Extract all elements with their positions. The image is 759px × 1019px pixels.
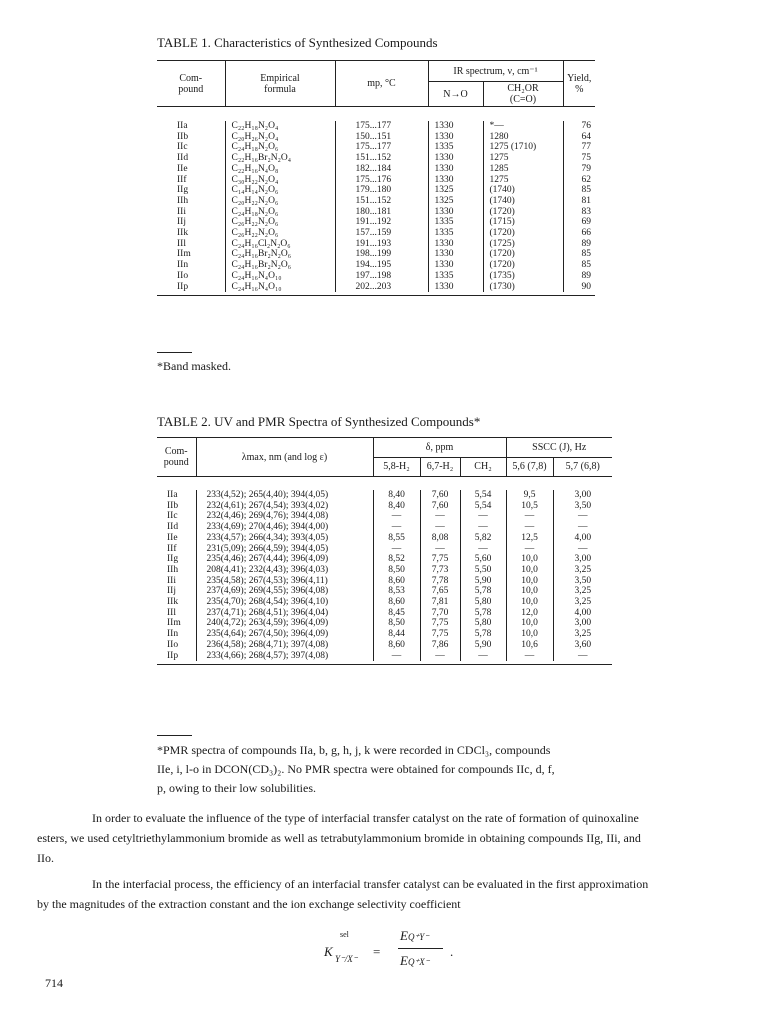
table-cell: IIi xyxy=(167,575,176,586)
table-cell: 179...180 xyxy=(335,185,428,196)
table-cell: 7,60 xyxy=(420,490,460,501)
table-cell: 151...152 xyxy=(335,196,428,207)
table-cell: — xyxy=(506,511,553,522)
table-row xyxy=(157,640,612,651)
table-cell: 8,60 xyxy=(373,597,420,608)
table-row xyxy=(157,217,595,228)
table1-footnote-rule xyxy=(157,352,192,353)
table-cell: 83 xyxy=(563,207,595,218)
table1-header-yield: Yield, % xyxy=(563,61,595,107)
table-cell: 5,78 xyxy=(460,608,506,619)
table-row xyxy=(157,121,595,132)
table-cell: C₂₆H₂₂N₂O₆ xyxy=(225,228,335,239)
table-cell: 76 xyxy=(563,121,595,132)
table-cell: 1330 xyxy=(428,175,483,186)
table-cell: (1720) xyxy=(483,260,563,271)
table-cell: 1330 xyxy=(428,207,483,218)
table2-header-compound: Com- pound xyxy=(163,446,189,468)
table-cell: IIm xyxy=(177,249,191,260)
table-cell: 8,53 xyxy=(373,586,420,597)
table1-caption: TABLE 1. Characteristics of Synthesized Compounds xyxy=(157,35,438,50)
table-cell: 4,00 xyxy=(553,608,612,619)
table-row xyxy=(157,196,595,207)
table-cell: 5,80 xyxy=(460,597,506,608)
table-cell: 10,0 xyxy=(506,618,553,629)
table-cell: 1330 xyxy=(428,239,483,250)
table-cell: C₂₄H₁₆Br₂N₂O₆ xyxy=(225,260,335,271)
table-cell: 5,80 xyxy=(460,618,506,629)
table-cell: 7,60 xyxy=(420,501,460,512)
table1-header-ir: IR spectrum, ν, cm⁻¹ xyxy=(428,61,563,82)
table-cell: IIg xyxy=(177,185,189,196)
body-text xyxy=(37,808,727,914)
table-row xyxy=(157,554,612,565)
equation-k: K xyxy=(324,944,333,959)
table-cell: (1730) xyxy=(483,282,563,293)
table1-header-compound: Com- pound xyxy=(178,72,204,95)
table-row xyxy=(157,175,595,186)
table-cell: 1330 xyxy=(428,249,483,260)
table-cell: IIb xyxy=(167,500,179,511)
table-cell: 151...152 xyxy=(335,153,428,164)
table2-footnote xyxy=(157,741,555,798)
table-cell: 233(4,52); 265(4,40); 394(4,05) xyxy=(196,490,373,501)
table-cell: 197...198 xyxy=(335,271,428,282)
table-cell: — xyxy=(460,651,506,662)
table-cell: 8,52 xyxy=(373,554,420,565)
table-cell: IIc xyxy=(167,511,178,522)
table-cell: 1325 xyxy=(428,196,483,207)
table-cell: — xyxy=(506,651,553,662)
table-cell: 9,5 xyxy=(506,490,553,501)
paragraph-line: In the interfacial process, the efficiency of an interfacial transfer catalyst can be evaluated in the first approximation xyxy=(92,877,649,891)
equation-denominator: EQ⁺X⁻ xyxy=(400,953,430,968)
table-cell: (1720) xyxy=(483,207,563,218)
table-cell: IIn xyxy=(177,260,189,271)
table-cell: 180...181 xyxy=(335,207,428,218)
table-cell: (1740) xyxy=(483,196,563,207)
table-cell: 5,50 xyxy=(460,565,506,576)
table-cell: IIo xyxy=(177,270,189,281)
table-cell: C₂₂H₁₆Br₂N₂O₄ xyxy=(225,153,335,164)
table-cell: 89 xyxy=(563,239,595,250)
table-cell: — xyxy=(373,522,420,533)
table-cell: 3,00 xyxy=(553,490,612,501)
table-cell: 8,60 xyxy=(373,576,420,587)
table-cell: 8,40 xyxy=(373,501,420,512)
table2-header-j56: 5,6 (7,8) xyxy=(506,457,553,477)
table-cell: 10,6 xyxy=(506,640,553,651)
table-cell: IIo xyxy=(167,639,179,650)
table-cell: — xyxy=(420,511,460,522)
table-cell: C₁₄H₁₄N₂O₆ xyxy=(225,185,335,196)
table-cell: 7,70 xyxy=(420,608,460,619)
table-row xyxy=(157,239,595,250)
table-cell: 8,50 xyxy=(373,565,420,576)
table-cell: IIp xyxy=(167,650,179,661)
table-cell: 7,78 xyxy=(420,576,460,587)
table-row xyxy=(157,565,612,576)
table-cell: 237(4,69); 269(4,55); 396(4,08) xyxy=(196,586,373,597)
table2-footnote-line: p, owing to their low solubilities. xyxy=(157,781,316,795)
table-cell: 1330 xyxy=(428,132,483,143)
table-cell: 7,65 xyxy=(420,586,460,597)
table-cell: 1280 xyxy=(483,132,563,143)
table-cell: 77 xyxy=(563,142,595,153)
table-cell: 233(4,69); 270(4,46); 394(4,00) xyxy=(196,522,373,533)
table-cell: IId xyxy=(167,522,179,533)
table-row xyxy=(157,249,595,260)
table-cell: IIb xyxy=(177,131,189,142)
table-cell: C₃₀H₂₂N₂O₄ xyxy=(225,175,335,186)
table-cell: IIk xyxy=(177,228,189,239)
table-cell: C₂₄H₁₆Cl₂N₂O₆ xyxy=(225,239,335,250)
table-cell: — xyxy=(373,511,420,522)
table-cell: (1725) xyxy=(483,239,563,250)
table-cell: 7,86 xyxy=(420,640,460,651)
table-cell: 236(4,58); 268(4,71); 397(4,08) xyxy=(196,640,373,651)
table-cell: C₂₄H₁₈N₂O₆ xyxy=(225,142,335,153)
table-row xyxy=(157,586,612,597)
equation-sup: sel xyxy=(340,930,349,939)
table-cell: — xyxy=(420,651,460,662)
table-cell: 7,75 xyxy=(420,618,460,629)
table-row xyxy=(157,153,595,164)
table-cell: (1740) xyxy=(483,185,563,196)
table-cell: — xyxy=(420,522,460,533)
table-row xyxy=(157,132,595,143)
table-row xyxy=(157,533,612,544)
equation-fraction-bar xyxy=(398,948,443,949)
table-cell: 90 xyxy=(563,282,595,293)
table-cell: 3,50 xyxy=(553,501,612,512)
table-cell: 8,55 xyxy=(373,533,420,544)
equation-numerator: EQ⁺Y⁻ xyxy=(400,928,429,943)
table-cell: — xyxy=(373,544,420,555)
table-cell: 7,75 xyxy=(420,629,460,640)
table-cell: 10,0 xyxy=(506,565,553,576)
table-cell: C₂₄H₁₆Br₂N₂O₆ xyxy=(225,249,335,260)
table-cell: 3,25 xyxy=(553,586,612,597)
table-row xyxy=(157,260,595,271)
table-cell: — xyxy=(506,522,553,533)
table-cell: 1335 xyxy=(428,271,483,282)
table-cell: 150...151 xyxy=(335,132,428,143)
table-cell: IIj xyxy=(177,217,186,228)
table-cell: IIf xyxy=(177,174,187,185)
table2-header-delta: δ, ppm xyxy=(373,438,506,458)
table-cell: C₂₄H₁₆N₄O₁₀ xyxy=(225,271,335,282)
table-cell: 1330 xyxy=(428,121,483,132)
table-cell: 5,78 xyxy=(460,586,506,597)
table-cell: 1330 xyxy=(428,153,483,164)
table-cell: C₂₄H₁₆N₄O₁₀ xyxy=(225,282,335,293)
table-cell: C₂₂H₁₆N₄O₈ xyxy=(225,164,335,175)
paragraph-line: In order to evaluate the influence of the type of interfacial transfer catalyst on the rate of formation of quinoxaline xyxy=(92,811,639,825)
table-cell: 85 xyxy=(563,185,595,196)
table2-header-lambda: λmax, nm (and log ε) xyxy=(196,438,373,477)
table-cell: 10,0 xyxy=(506,576,553,587)
table-cell: — xyxy=(373,651,420,662)
table2-header-j57: 5,7 (6,8) xyxy=(553,457,612,477)
paragraph-line: esters, we used cetyltriethylammonium bromide as well as tetrabutylammonium bromide in obtaining compounds IIg, IIi, and xyxy=(37,831,641,845)
table1 xyxy=(157,60,595,296)
table-cell: 1325 xyxy=(428,185,483,196)
table-cell: IIl xyxy=(167,607,176,618)
table-cell: 157...159 xyxy=(335,228,428,239)
table-cell: 5,82 xyxy=(460,533,506,544)
table-cell: 8,45 xyxy=(373,608,420,619)
table-cell: 69 xyxy=(563,217,595,228)
table-cell: 85 xyxy=(563,249,595,260)
table-cell: 1275 xyxy=(483,153,563,164)
table-cell: IIh xyxy=(167,564,179,575)
table1-header-no: N→O xyxy=(428,82,483,107)
table-cell: IIn xyxy=(167,629,179,640)
equation-period: . xyxy=(450,944,454,959)
table1-header-ch2or: CH₂OR (C=O) xyxy=(483,82,563,107)
table-cell: 1335 xyxy=(428,228,483,239)
table-cell: C₂₄H₁₈N₂O₆ xyxy=(225,207,335,218)
table-row xyxy=(157,207,595,218)
table-cell: 3,50 xyxy=(553,576,612,587)
table-row xyxy=(157,629,612,640)
table-cell: 1285 xyxy=(483,164,563,175)
table-row xyxy=(157,271,595,282)
table-cell: 235(4,64); 267(4,50); 396(4,09) xyxy=(196,629,373,640)
table-cell: — xyxy=(553,511,612,522)
table-row xyxy=(157,185,595,196)
table-cell: 175...177 xyxy=(335,142,428,153)
table-cell: 64 xyxy=(563,132,595,143)
table-cell: 12,5 xyxy=(506,533,553,544)
table-cell: C₂₆H₂₂N₂O₆ xyxy=(225,217,335,228)
table2-footnote-rule xyxy=(157,735,192,736)
table-cell: IIf xyxy=(167,543,177,554)
table-cell: 5,90 xyxy=(460,576,506,587)
table-row xyxy=(157,511,612,522)
table-row xyxy=(157,501,612,512)
table-cell: 8,44 xyxy=(373,629,420,640)
table-cell: — xyxy=(553,651,612,662)
table2 xyxy=(157,437,612,665)
table-cell: IIc xyxy=(177,142,188,153)
table-cell: 240(4,72); 263(4,59); 396(4,09) xyxy=(196,618,373,629)
table-cell: 232(4,46); 269(4,76); 394(4,08) xyxy=(196,511,373,522)
table-cell: 79 xyxy=(563,164,595,175)
table-row xyxy=(157,282,595,293)
table-cell: 3,00 xyxy=(553,618,612,629)
selectivity-equation xyxy=(318,924,458,984)
table-row xyxy=(157,618,612,629)
table-cell: 3,25 xyxy=(553,629,612,640)
table-cell: IIm xyxy=(167,618,181,629)
table1-footnote: *Band masked. xyxy=(157,359,231,373)
table-cell: *— xyxy=(483,121,563,132)
paragraph-line: IIo. xyxy=(37,851,54,865)
table-cell: — xyxy=(553,522,612,533)
table-cell: 3,60 xyxy=(553,640,612,651)
table-cell: 194...195 xyxy=(335,260,428,271)
equation-equals: = xyxy=(373,944,381,959)
table-cell: 66 xyxy=(563,228,595,239)
table2-header-ch2: CH₂ xyxy=(460,457,506,477)
table-cell: 8,50 xyxy=(373,618,420,629)
table-cell: 1330 xyxy=(428,164,483,175)
table-cell: IIe xyxy=(167,532,178,543)
table-row xyxy=(157,228,595,239)
table-cell: 89 xyxy=(563,271,595,282)
table-cell: 237(4,71); 268(4,51); 396(4,04) xyxy=(196,608,373,619)
table-cell: 8,60 xyxy=(373,640,420,651)
table-cell: 235(4,58); 267(4,53); 396(4,11) xyxy=(196,576,373,587)
table-cell: 10,0 xyxy=(506,597,553,608)
table-cell: 81 xyxy=(563,196,595,207)
table-cell: 175...177 xyxy=(335,121,428,132)
table-cell: — xyxy=(460,511,506,522)
table-cell: IIh xyxy=(177,195,189,206)
table-cell: 1275 xyxy=(483,175,563,186)
table-cell: 85 xyxy=(563,260,595,271)
table-cell: 3,25 xyxy=(553,597,612,608)
table-cell: IIa xyxy=(177,121,188,131)
table-cell: IIp xyxy=(177,281,189,292)
table-cell: 208(4,41); 232(4,43); 396(4,03) xyxy=(196,565,373,576)
table-cell: C₂₀H₂₆N₂O₄ xyxy=(225,132,335,143)
table-cell: — xyxy=(553,544,612,555)
table-cell: 10,0 xyxy=(506,554,553,565)
table-cell: IIj xyxy=(167,586,176,597)
table-cell: 233(4,57); 266(4,34); 393(4,05) xyxy=(196,533,373,544)
table2-footnote-line: *PMR spectra of compounds IIa, b, g, h, j, k were recorded in CDCl₃, compounds xyxy=(157,743,551,757)
table2-header-h67: 6,7-H₂ xyxy=(420,457,460,477)
table-cell: 198...199 xyxy=(335,249,428,260)
table2-header-sscc: SSCC (J), Hz xyxy=(506,438,612,458)
table-cell: C₂₀H₂₂N₂O₆ xyxy=(225,196,335,207)
table-cell: 7,75 xyxy=(420,554,460,565)
table-cell: (1715) xyxy=(483,217,563,228)
table-cell: 202...203 xyxy=(335,282,428,293)
table1-header-mp: mp, °C xyxy=(335,61,428,107)
table-cell: 10,5 xyxy=(506,501,553,512)
table-cell: — xyxy=(460,544,506,555)
table-cell: 5,54 xyxy=(460,501,506,512)
table-cell: (1720) xyxy=(483,228,563,239)
table-row xyxy=(157,597,612,608)
table-cell: 7,81 xyxy=(420,597,460,608)
table2-header-h58: 5,8-H₂ xyxy=(373,457,420,477)
table-cell: IIg xyxy=(167,554,179,565)
table-cell: IIl xyxy=(177,238,186,249)
table-row xyxy=(157,544,612,555)
table-cell: 10,0 xyxy=(506,629,553,640)
table-row xyxy=(157,522,612,533)
table-cell: 5,54 xyxy=(460,490,506,501)
table-cell: 3,00 xyxy=(553,554,612,565)
table-cell: 1330 xyxy=(428,282,483,293)
table-cell: IIe xyxy=(177,163,188,174)
page-number: 714 xyxy=(45,976,63,990)
table-cell: 232(4,61); 267(4,54); 393(4,02) xyxy=(196,501,373,512)
table-cell: 5,60 xyxy=(460,554,506,565)
table-cell: 7,73 xyxy=(420,565,460,576)
table-cell: IIa xyxy=(167,490,178,500)
table-cell: IId xyxy=(177,153,189,164)
table-cell: 12,0 xyxy=(506,608,553,619)
table-cell: 235(4,70); 268(4,54); 396(4,10) xyxy=(196,597,373,608)
table1-header-formula: Empirical formula xyxy=(225,61,335,107)
table-cell: (1735) xyxy=(483,271,563,282)
table-cell: 62 xyxy=(563,175,595,186)
table-cell: IIk xyxy=(167,597,179,608)
table-cell: — xyxy=(420,544,460,555)
table-cell: 191...193 xyxy=(335,239,428,250)
equation-sub: Y⁻/X⁻ xyxy=(335,954,358,964)
table2-footnote-line: IIe, i, l-o in DCON(CD₃)₂. No PMR spectra were obtained for compounds IIc, d, f, xyxy=(157,762,555,776)
table-cell: 1335 xyxy=(428,217,483,228)
table-cell: 182...184 xyxy=(335,164,428,175)
table-row xyxy=(157,142,595,153)
table-cell: 4,00 xyxy=(553,533,612,544)
paragraph-line: by the magnitudes of the extraction constant and the ion exchange selectivity coefficient xyxy=(37,897,461,911)
table-cell: 231(5,09); 266(4,59); 394(4,05) xyxy=(196,544,373,555)
table-cell: 1330 xyxy=(428,260,483,271)
table-cell: 5,78 xyxy=(460,629,506,640)
table-cell: 75 xyxy=(563,153,595,164)
table-cell: 175...176 xyxy=(335,175,428,186)
table-cell: 3,25 xyxy=(553,565,612,576)
table-cell: — xyxy=(460,522,506,533)
table2-caption: TABLE 2. UV and PMR Spectra of Synthesized Compounds* xyxy=(157,414,481,429)
table-row xyxy=(157,608,612,619)
table-row xyxy=(157,651,612,662)
table-cell: 1335 xyxy=(428,142,483,153)
table-cell: C₂₂H₁₈N₂O₄ xyxy=(225,121,335,132)
table-cell: 5,90 xyxy=(460,640,506,651)
table-cell: — xyxy=(506,544,553,555)
table-cell: 8,40 xyxy=(373,490,420,501)
table-cell: 191...192 xyxy=(335,217,428,228)
table-cell: 235(4,46); 267(4,44); 396(4,09) xyxy=(196,554,373,565)
table-cell: 1275 (1710) xyxy=(483,142,563,153)
table-cell: IIi xyxy=(177,206,186,217)
table-row xyxy=(157,164,595,175)
table-row xyxy=(157,490,612,501)
table-cell: 233(4,66); 268(4,57); 397(4,08) xyxy=(196,651,373,662)
table-row xyxy=(157,576,612,587)
table-cell: 8,08 xyxy=(420,533,460,544)
table-cell: (1720) xyxy=(483,249,563,260)
table-cell: 10,0 xyxy=(506,586,553,597)
